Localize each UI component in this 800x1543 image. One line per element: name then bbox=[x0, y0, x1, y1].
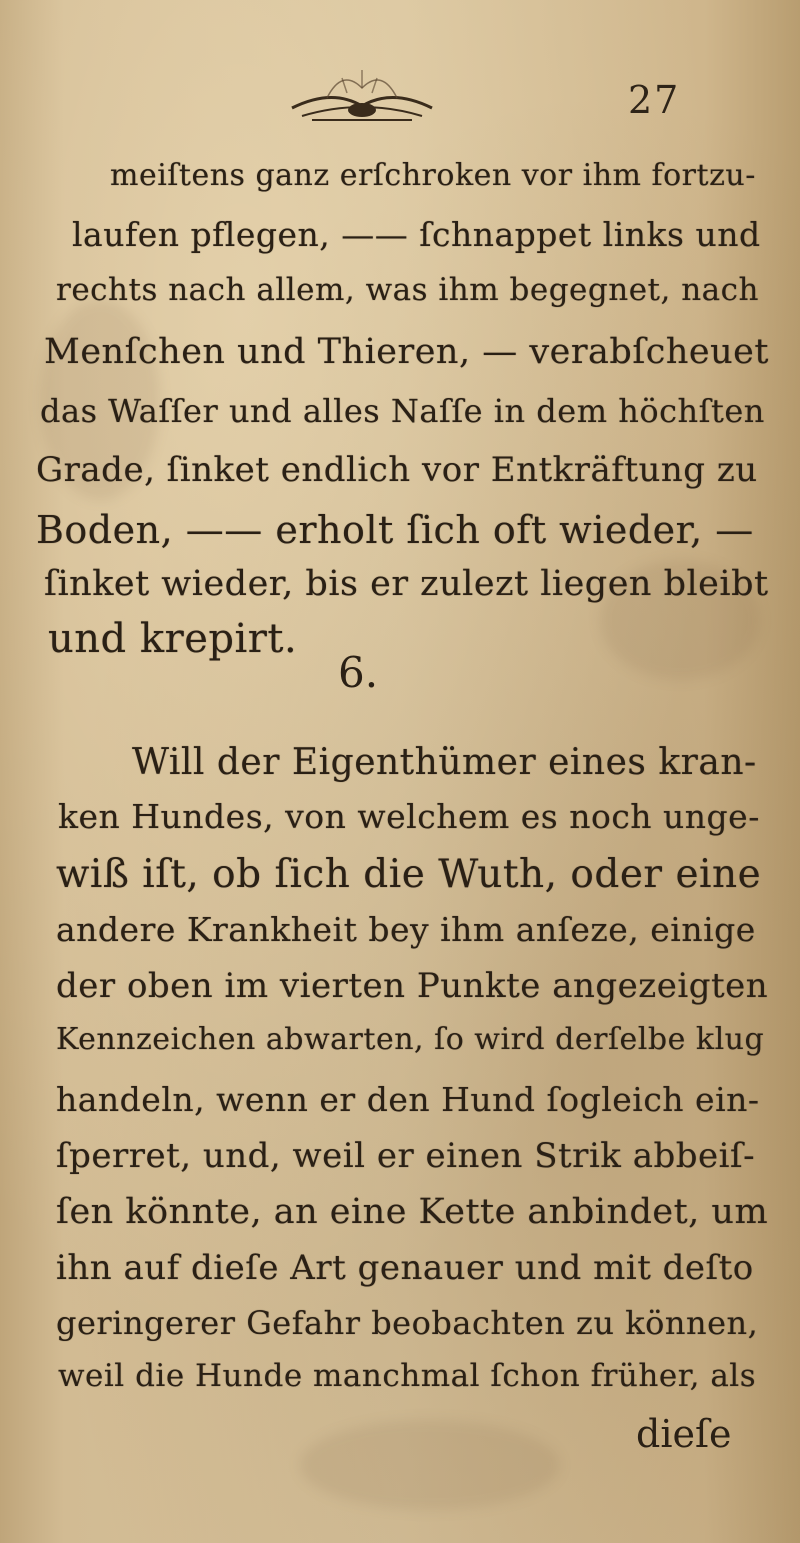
text-line: weil die Hunde manchmal ſchon früher, als bbox=[58, 1358, 757, 1394]
page-number: 27 bbox=[628, 78, 681, 122]
text-line: ken Hundes, von welchem es noch unge- bbox=[58, 797, 760, 836]
ornament-vignette bbox=[272, 58, 452, 136]
text-line: ſinket wieder, bis er zulezt liegen bleibt bbox=[44, 564, 769, 604]
text-line: geringerer Gefahr beobachten zu können, bbox=[56, 1304, 759, 1342]
text-line: rechts nach allem, was ihm begegnet, nach bbox=[56, 272, 759, 308]
text-line: und krepirt. bbox=[48, 616, 298, 662]
text-line: Will der Eigenthümer eines kran- bbox=[132, 742, 757, 783]
text-line: Kennzeichen abwarten, ſo wird derſelbe klug bbox=[56, 1022, 765, 1057]
text-line: Boden, —— erholt ſich oft wieder, — bbox=[36, 508, 754, 552]
text-line: ihn auf dieſe Art genauer und mit deſto bbox=[56, 1248, 754, 1288]
text-line: Grade, ſinket endlich vor Entkräftung zu bbox=[36, 450, 758, 490]
text-line: das Waſſer und alles Naſſe in dem höchſten bbox=[40, 392, 765, 430]
text-line: meiſtens ganz erſchroken vor ihm fortzu- bbox=[110, 158, 756, 193]
section-number: 6. bbox=[338, 648, 379, 697]
text-line: handeln, wenn er den Hund ſogleich ein- bbox=[56, 1080, 760, 1119]
text-line: ſperret, und, weil er einen Strik abbeiſ- bbox=[56, 1136, 756, 1176]
catchword: dieſe bbox=[636, 1412, 732, 1456]
text-line: wiß iſt, ob ſich die Wuth, oder eine bbox=[56, 852, 762, 897]
text-line: Menſchen und Thieren, — verabſcheuet bbox=[44, 332, 769, 372]
text-line: laufen pflegen, —— ſchnappet links und bbox=[72, 215, 761, 254]
text-line: der oben im vierten Punkte angezeigten bbox=[56, 966, 769, 1006]
text-line: andere Krankheit bey ihm anſeze, einige bbox=[56, 910, 756, 949]
paper-stain bbox=[300, 1420, 560, 1510]
text-line: ſen könnte, an eine Kette anbindet, um bbox=[56, 1192, 769, 1232]
